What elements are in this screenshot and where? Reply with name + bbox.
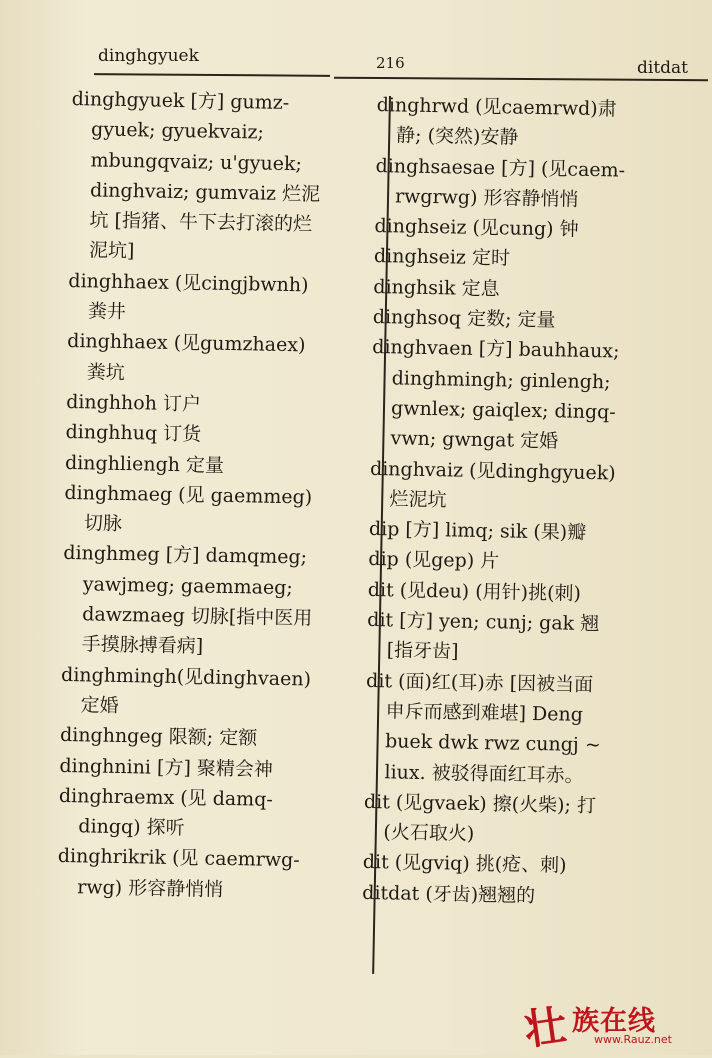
dictionary-entry [376, 90, 699, 156]
entry-headword-line: dinghgyuek [方] gumz- [71, 87, 290, 114]
entry-continuation-line: gyuek; gyuekvaiz; [90, 118, 265, 144]
entry-headword-line: dinghraemx (见 damq- [58, 784, 273, 811]
entry-headword-line: dinghhoh 订户 [65, 390, 202, 416]
entry-continuation-line: 定婚 [80, 694, 119, 717]
entry-continuation-line: (火石取火) [383, 821, 475, 846]
entry-continuation-line: 烂泥坑 [389, 488, 447, 512]
entry-continuation-line: mbungqvaiz; u'gyuek; [90, 148, 303, 175]
entry-headword-line: dit (见gviq) 挑(疮、刺) [362, 851, 567, 878]
entry-headword-line: dinghrwd (见caemrwd)肃 [376, 93, 617, 121]
entry-headword-line: dinghmingh(见dinghvaen) [60, 663, 312, 691]
entry-headword-line: dit (面)红(耳)赤 [因被当面 [365, 669, 594, 696]
dictionary-entry [60, 720, 363, 756]
entry-headword-line: dinghmeg [方] damqmeg; [63, 542, 308, 569]
dictionary-entry [61, 538, 365, 665]
entry-headword-line: dit (见deu) (用针)挑(刺) [367, 578, 582, 605]
watermark-logo-mark: 壮 [521, 1000, 570, 1055]
entry-continuation-line: yawjmeg; gaemmaeg; [82, 573, 293, 599]
entry-headword-line: dinghvaen [方] bauhhaux; [372, 336, 620, 363]
entry-headword-line: dinghhuq 订货 [65, 421, 202, 446]
entry-headword-line: dinghsik 定息 [373, 275, 500, 301]
watermark-logo [521, 995, 700, 1055]
entry-headword-line: dinghngeg 限额; 定额 [59, 724, 258, 750]
dictionary-entry [363, 787, 686, 853]
dictionary-entry [364, 666, 688, 793]
entry-headword-line: ditdat (牙齿)翘翘的 [362, 881, 536, 907]
entry-headword-line: dinghseiz (见cung) 钟 [374, 215, 579, 241]
watermark-url: www.Rauz.net [594, 1033, 672, 1046]
page-number: 216 [376, 54, 405, 72]
entry-headword-line: dinghvaiz (见dinghgyuek) [369, 457, 616, 484]
entry-continuation-line: 申斥而感到难堪] Deng [385, 700, 584, 726]
entry-continuation-line: [指牙齿] [386, 639, 459, 663]
entry-continuation-line: 手摸脉搏看病] [81, 633, 204, 658]
entry-headword-line: dit [方] yen; cunj; gak 翘 [367, 608, 600, 636]
watermark-site-name: 族在线 [572, 1006, 656, 1037]
entry-continuation-line: gwnlex; gaiqlex; dingq- [390, 397, 616, 424]
dictionary-entry [65, 417, 368, 453]
entry-continuation-line: 粪坑 [86, 360, 125, 384]
entry-headword-line: dit (见gvaek) 擦(火柴); 打 [363, 790, 597, 817]
dictionary-entry [68, 266, 371, 332]
entry-headword-line: dinghseiz 定时 [373, 245, 511, 270]
dictionary-entry [64, 478, 367, 544]
right-column [362, 90, 699, 914]
entry-headword-line: dinghsaesae [方] (见caem- [375, 154, 626, 182]
entry-continuation-line: vwn; gwngat 定婚 [390, 427, 559, 453]
entry-continuation-line: 坑 [指猪、牛下去打滚的烂 [89, 209, 313, 236]
entry-headword-line: dip (见gep) 片 [368, 548, 500, 573]
entry-headword-line: dinghrikrik (见 caemrwg- [57, 845, 300, 872]
entry-headword-line: dinghliengh 定量 [64, 451, 225, 477]
dictionary-entry [375, 151, 698, 217]
dictionary-entry [369, 454, 692, 520]
dictionary-entry [66, 326, 369, 392]
dictionary-entry [370, 332, 694, 459]
entry-continuation-line: liux. 被驳得面红耳赤。 [384, 760, 584, 787]
entry-continuation-line: 泥坑] [88, 239, 135, 263]
entry-continuation-line: 静; (突然)安静 [395, 124, 519, 149]
left-column [57, 84, 374, 907]
entry-headword-line: dinghsoq 定数; 定量 [372, 306, 556, 332]
entry-continuation-line: dawzmaeg 切脉[指中医用 [82, 603, 313, 630]
entry-continuation-line: dinghmingh; ginlengh; [391, 366, 611, 393]
entry-continuation-line: rwg) 形容静悄悄 [77, 875, 224, 901]
dictionary-entry [58, 781, 361, 847]
entry-continuation-line: dingq) 探听 [78, 815, 185, 840]
entry-continuation-line: buek dwk rwz cungj ~ [384, 730, 601, 757]
entry-headword-line: dinghmaeg (见 gaemmeg) [64, 481, 313, 509]
entry-headword-line: dinghnini [方] 聚精会神 [59, 754, 274, 781]
dictionary-entry [362, 878, 685, 914]
entry-headword-line: dinghhaex (见gumzhaex) [67, 330, 306, 357]
dictionary-entry [60, 660, 363, 726]
header-guide-word-right: ditdat [637, 58, 688, 78]
header-guide-word-left: dinghgyuek [98, 46, 199, 66]
dictionary-entry [69, 84, 374, 271]
entry-headword-line: dip [方] limq; sik (果)瓣 [368, 518, 587, 545]
entry-continuation-line: rwgrwg) 形容静悄悄 [394, 185, 579, 211]
dictionary-entry [366, 605, 689, 671]
entry-headword-line: dinghhaex (见cingjbwnh) [68, 269, 309, 297]
entry-continuation-line: 粪井 [87, 300, 127, 324]
entry-continuation-line: dinghvaiz; gumvaiz 烂泥 [89, 179, 321, 206]
dictionary-entry [57, 841, 360, 907]
entry-continuation-line: 切脉 [83, 512, 123, 536]
